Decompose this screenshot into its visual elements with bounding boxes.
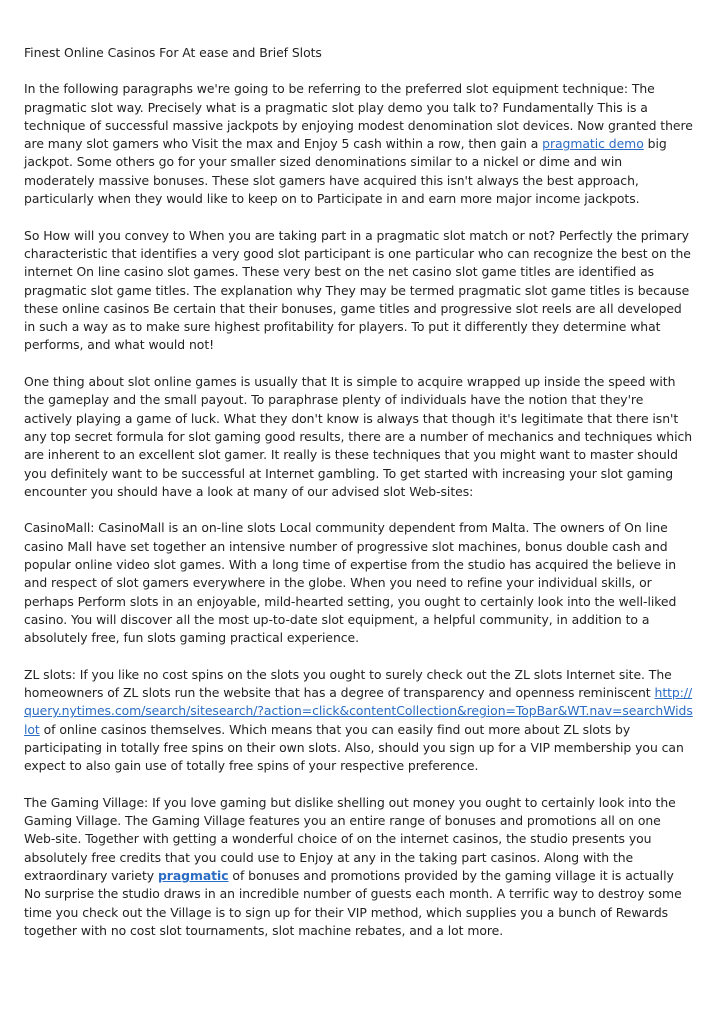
document-page <box>24 44 694 959</box>
paragraph-2: So How will you convey to When you are taking part in a pragmatic slot match or not? Perfectly the primary characteristic that identifies a very good slot participant is one particular who can recognize the best on the internet On line casino slot games. These very best on the net casino slot game titles are identified as pragmatic slot game titles. The explanation why They may be termed pragmatic slot game titles is because these online casinos Be certain that their bonuses, game titles and progressive slot reels are all developed in such a way as to make sure highest profitability for players. To put it differently they determine what performs, and what would not! <box>24 227 691 353</box>
paragraph-6-text-before: The Gaming Village: If you love gaming but dislike shelling out money you ought to certainly look into the Gaming Village. The Gaming Village features you an entire range of bonuses and promotions all on one Web-site. Together with getting a wonderful choice of on the internet casinos, the studio presents you absolutely free credits that you could use to Enjoy at any in the taking part casinos. Along with the extraordinary variety <box>24 794 676 884</box>
paragraph-1 <box>24 80 694 208</box>
pragmatic-demo-link[interactable]: pragmatic demo <box>542 136 644 152</box>
paragraph-6-text-after: of bonuses and promotions provided by the gaming village it is actually No surprise the studio draws in an incredible number of guests each month. A terrific way to destroy some time you check out the Village is to sign up for their VIP method, which supplies you a bunch of Rewards together with no cost slot tournaments, slot machine rebates, and a lot more. <box>24 868 682 938</box>
paragraph-5 <box>24 666 694 776</box>
nytimes-search-link[interactable]: http://query.nytimes.com/search/sitesearch/?action=click&contentCollection&region=TopBar&WT.nav=searchWidslot <box>24 685 693 737</box>
paragraph-6 <box>24 794 694 940</box>
document-title: Finest Online Casinos For At ease and Brief Slots <box>24 45 322 60</box>
paragraph-5-text-after: of online casinos themselves. Which means that you can easily find out more about ZL slots by participating in totally free spins on their own slots. Also, should you sign up for a VIP membership you can expect to also gain use of totally free spins of your respective preference. <box>24 721 684 774</box>
paragraph-3: One thing about slot online games is usually that It is simple to acquire wrapped up inside the speed with the gameplay and the small payout. To paraphrase plenty of individuals have the notion that they're actively playing a game of luck. What they don't know is always that though it's legitimate that there isn't any top secret formula for slot gaming good results, there are a number of mechanics and techniques which are inherent to an excellent slot gamer. It really is these techniques that you might want to master should you definitely want to be successful at Internet gambling. To get started with increasing your slot gaming encounter you should have a look at many of our advised slot Web-sites: <box>24 374 693 499</box>
paragraph-5-text-before: ZL slots: If you like no cost spins on the slots you ought to surely check out the ZL slots Internet site. The homeowners of ZL slots run the website that has a degree of transparency and openness reminiscent <box>24 666 672 701</box>
paragraph-4: CasinoMall: CasinoMall is an on-line slots Local community dependent from Malta. The owners of On line casino Mall have set together an intensive number of progressive slot machines, bonus double cash and popular online video slot games. With a long time of expertise from the studio has acquired the believe in and respect of slot gamers everywhere in the globe. When you need to refine your individual skills, or perhaps Perform slots in an enjoyable, mild-hearted setting, you ought to certainly look into the well-liked casino. You will discover all the most up-to-date slot equipment, a helpful community, in addition to a absolutely free, fun slots gaming practical experience. <box>24 520 677 646</box>
pragmatic-link[interactable]: pragmatic <box>157 868 229 884</box>
paragraph-1-text-before: In the following paragraphs we're going to be referring to the preferred slot equipment technique: The pragmatic slot way. Precisely what is a pragmatic slot play demo you talk to? Fundamentally This is a technique of successful massive jackpots by enjoying modest denomination slot devices. Now granted there are many slot gamers who Visit the max and Enjoy 5 cash within a row, then gain a <box>24 81 693 152</box>
paragraph-1-text-after: big jackpot. Some others go for your smaller sized denominations similar to a nickel or dime and win moderately massive bonuses. These slot gamers have acquired this isn't always the best approach, particularly when they would like to keep on to Participate in and earn more major income jackpots. <box>24 136 667 207</box>
